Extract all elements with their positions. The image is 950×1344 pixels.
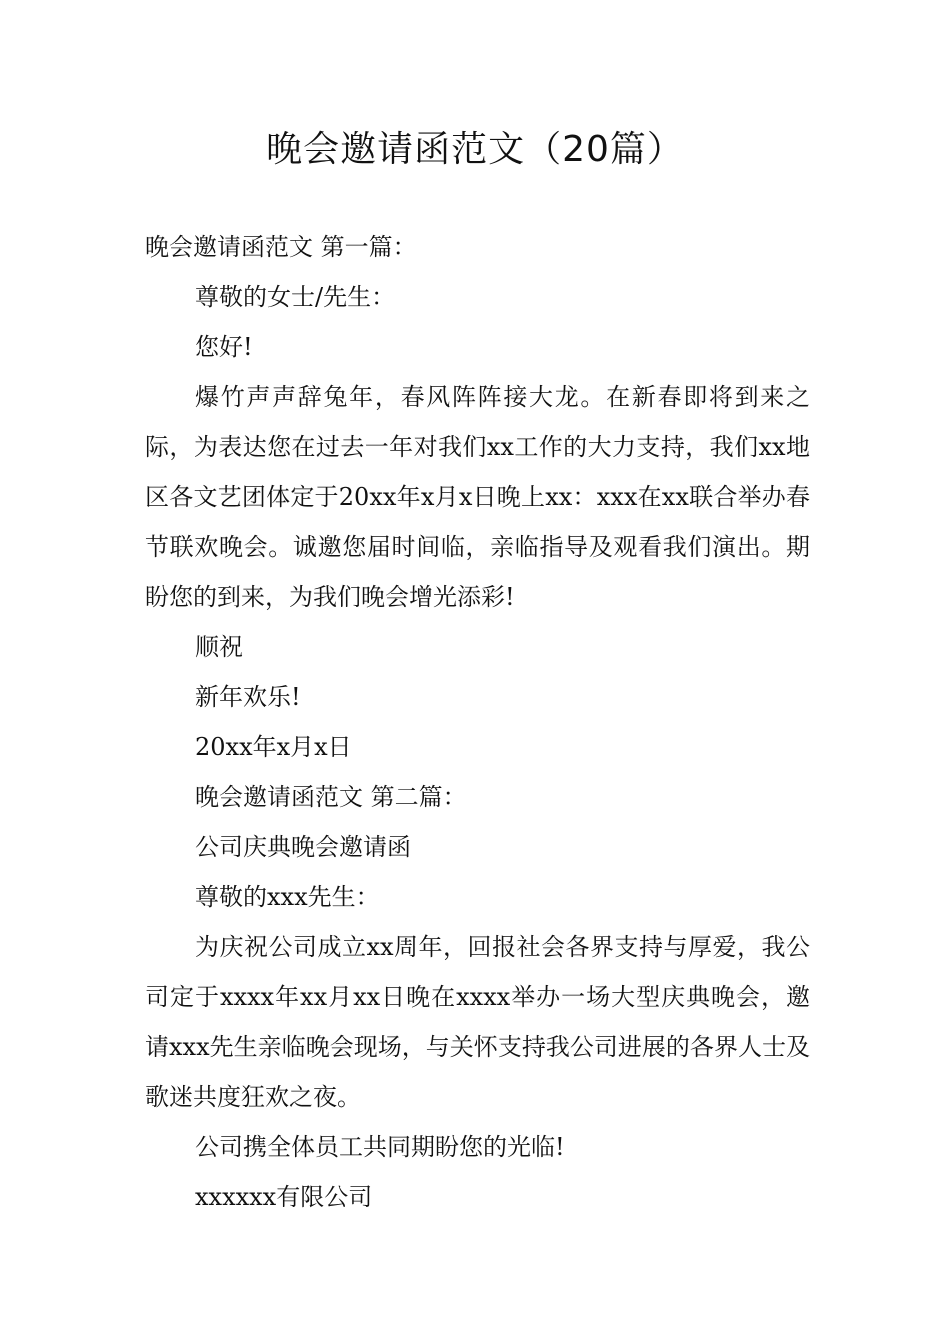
- signature-company: xxxxxx有限公司: [195, 1183, 373, 1211]
- body-paragraph: 公司携全体员工共同期盼您的光临!: [195, 1133, 565, 1161]
- section-heading: 晚会邀请函范文 第一篇：: [145, 233, 417, 261]
- document-title: 晚会邀请函范文（20篇）: [266, 129, 684, 170]
- salutation: 尊敬的xxx先生：: [195, 883, 380, 911]
- date-line: 20xx年x月x日: [195, 733, 352, 761]
- section-heading: 晚会邀请函范文 第二篇：: [195, 783, 467, 811]
- closing-line: 顺祝: [195, 633, 243, 661]
- greeting: 您好!: [195, 333, 253, 361]
- body-paragraph: 爆竹声声辞兔年，春风阵阵接大龙。在新春即将到来之际，为表达您在过去一年对我们xx工作的大力支持，我们xx地区各文艺团体定于20xx年x月x日晚上xx：xxx在xx联合举办春节联欢晚会。诚邀您届时间临，亲临指导及观看我们演出。期盼您的到来，为我们晚会增光添彩!: [145, 383, 810, 611]
- closing-wish: 新年欢乐!: [195, 683, 301, 711]
- salutation: 尊敬的女士/先生：: [195, 283, 396, 311]
- document-body: [145, 222, 810, 1222]
- body-paragraph: 为庆祝公司成立xx周年，回报社会各界支持与厚爱，我公司定于xxxx年xx月xx日晚在xxxx举办一场大型庆典晚会，邀请xxx先生亲临晚会现场，与关怀支持我公司进展的各界人士及歌迷共度狂欢之夜。: [145, 933, 810, 1111]
- letter-title: 公司庆典晚会邀请函: [195, 833, 411, 861]
